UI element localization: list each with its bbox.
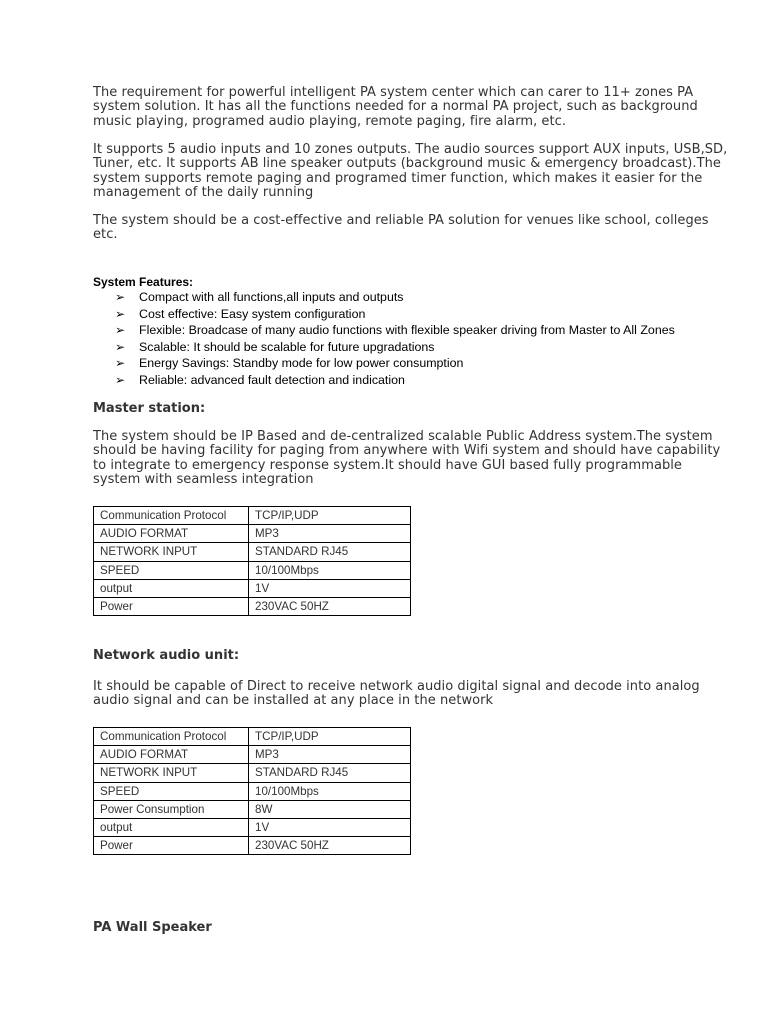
spec-value: 10/100Mbps <box>249 782 411 800</box>
table-row <box>94 597 411 615</box>
table-row <box>94 746 411 764</box>
spec-key: SPEED <box>94 561 249 579</box>
feature-text: Flexible: Broadcase of many audio functions with flexible speaker driving from Master to All Zones <box>139 323 675 337</box>
network-audio-unit-heading: Network audio unit: <box>93 648 240 663</box>
network-audio-unit-text: It should be capable of Direct to receive network audio digital signal and decode into analog audio signal and can be installed at any place in the network <box>93 679 700 709</box>
list-item <box>93 372 743 389</box>
spec-key: NETWORK INPUT <box>94 543 249 561</box>
arrow-bullet-icon: ➢ <box>115 306 126 321</box>
feature-text: Compact with all functions,all inputs and outputs <box>139 290 404 304</box>
list-item <box>93 322 743 339</box>
arrow-bullet-icon: ➢ <box>115 323 126 337</box>
table-row <box>94 543 411 561</box>
list-item <box>93 289 743 306</box>
table-row <box>94 764 411 782</box>
arrow-bullet-icon: ➢ <box>115 372 126 387</box>
master-station-text: The system should be IP Based and de-centralized scalable Public Address system.The system should be having facility for paging from anywhere with Wifi system and should have capability to integrate to emergency response system.It should have GUI based fully programmable system with seamless integration <box>93 429 721 488</box>
intro-paragraph-1: The requirement for powerful intelligent PA system center which can carer to 11+ zones PA system solution. It has all the functions needed for a normal PA project, such as background music playing, programed audio playing, remote paging, fire alarm, etc. <box>93 85 698 129</box>
feature-text: Cost effective: Easy system configuration <box>139 306 366 321</box>
spec-key: Communication Protocol <box>94 728 249 746</box>
feature-text: Reliable: advanced fault detection and indication <box>139 372 405 387</box>
network-unit-spec-table <box>93 727 411 855</box>
spec-value: 8W <box>249 800 411 818</box>
table-row <box>94 525 411 543</box>
table-row <box>94 728 411 746</box>
table-row <box>94 800 411 818</box>
spec-value: 230VAC 50HZ <box>249 597 411 615</box>
arrow-bullet-icon: ➢ <box>115 290 126 304</box>
spec-value: MP3 <box>249 525 411 543</box>
spec-value: MP3 <box>249 746 411 764</box>
spec-key: output <box>94 579 249 597</box>
spec-key: AUDIO FORMAT <box>94 746 249 764</box>
spec-value: 1V <box>249 818 411 836</box>
spec-key: Communication Protocol <box>94 507 249 525</box>
spec-key: Power <box>94 597 249 615</box>
spec-key: output <box>94 818 249 836</box>
intro-paragraph-2: It supports 5 audio inputs and 10 zones outputs. The audio sources support AUX inputs, USB,SD, Tuner, etc. It supports AB line speaker outputs (background music & emergency broadcast).The system supports remote paging and programed timer function, which makes it easier for the management of the daily running <box>93 142 728 201</box>
list-item <box>93 339 743 356</box>
spec-value: 10/100Mbps <box>249 561 411 579</box>
table-row <box>94 507 411 525</box>
table-row <box>94 561 411 579</box>
list-item <box>93 306 743 323</box>
master-spec-table <box>93 506 411 616</box>
arrow-bullet-icon: ➢ <box>115 356 126 370</box>
features-list <box>93 289 743 388</box>
list-item <box>93 355 743 372</box>
spec-value: 230VAC 50HZ <box>249 837 411 855</box>
table-row <box>94 579 411 597</box>
spec-key: AUDIO FORMAT <box>94 525 249 543</box>
spec-key: Power Consumption <box>94 800 249 818</box>
master-station-heading: Master station: <box>93 401 206 416</box>
feature-text: Scalable: It should be scalable for future upgradations <box>139 339 435 354</box>
arrow-bullet-icon: ➢ <box>115 339 126 354</box>
spec-key: NETWORK INPUT <box>94 764 249 782</box>
intro-paragraph-3: The system should be a cost-effective and reliable PA solution for venues like school, colleges etc. <box>93 213 709 243</box>
table-row <box>94 837 411 855</box>
spec-value: 1V <box>249 579 411 597</box>
spec-value: TCP/IP,UDP <box>249 728 411 746</box>
pa-wall-speaker-heading: PA Wall Speaker <box>93 920 212 935</box>
spec-value: STANDARD RJ45 <box>249 764 411 782</box>
spec-value: STANDARD RJ45 <box>249 543 411 561</box>
table-row <box>94 782 411 800</box>
features-title: System Features: <box>93 275 194 289</box>
spec-key: SPEED <box>94 782 249 800</box>
feature-text: Energy Savings: Standby mode for low power consumption <box>139 356 464 370</box>
table-row <box>94 818 411 836</box>
spec-value: TCP/IP,UDP <box>249 507 411 525</box>
spec-key: Power <box>94 837 249 855</box>
